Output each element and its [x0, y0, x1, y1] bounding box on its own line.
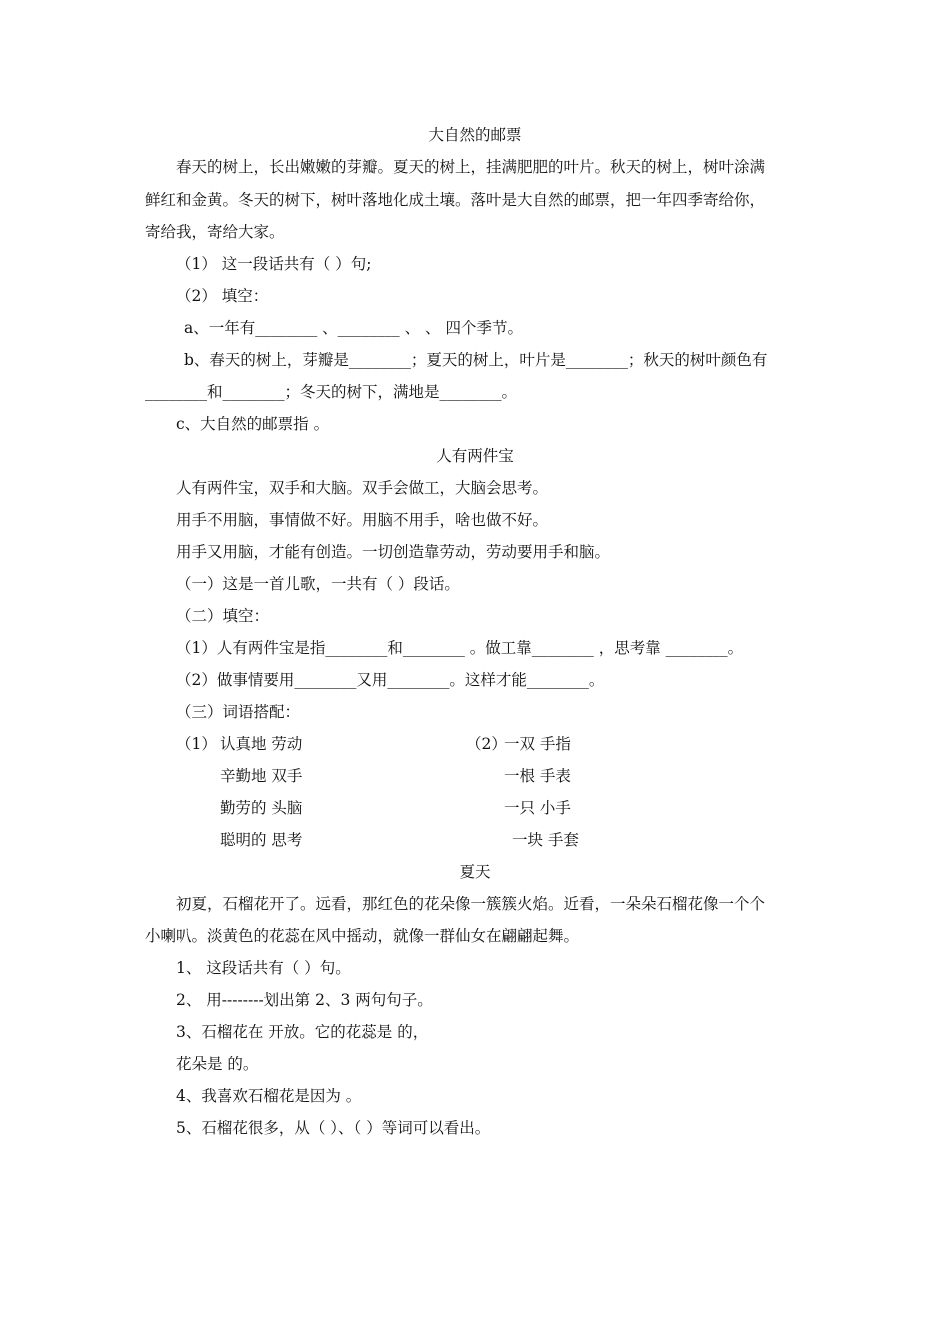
match-left-prefix: （1）: [176, 735, 217, 753]
match-left-item: 勤劳的 头脑: [220, 799, 303, 817]
match-right-item: 一只 小手: [504, 799, 571, 817]
section3-title: 夏天: [459, 863, 491, 881]
match-left-item: 认真地 劳动: [220, 735, 303, 753]
match-right-item: 一双 手指: [504, 735, 571, 753]
section3-question3-line1: 3、石榴花在 开放。它的花蕊是 的，: [176, 1023, 429, 1041]
section1-question-b-line1: b、春天的树上，芽瓣是________；夏天的树上，叶片是________；秋天的树叶颜色有: [184, 351, 768, 369]
match-right-item: 一块 手套: [512, 831, 579, 849]
section2-question3: （三）词语搭配：: [176, 703, 301, 721]
section2-poem-line3: 用手又用脑，才能有创造。一切创造靠劳动，劳动要用手和脑。: [176, 543, 611, 561]
section1-paragraph-line2: 鲜红和金黄。冬天的树下，树叶落地化成土壤。落叶是大自然的邮票，把一年四季寄给你，: [145, 191, 766, 209]
match-right-item: 一根 手表: [504, 767, 571, 785]
section1-question2: （2） 填空：: [176, 287, 269, 305]
section1-paragraph-line3: 寄给我，寄给大家。: [145, 223, 285, 241]
section3-question3-line2: 花朵是 的。: [176, 1055, 259, 1073]
match-left-item: 聪明的 思考: [220, 831, 303, 849]
section1-title: 大自然的邮票: [428, 126, 522, 144]
match-right-prefix: （2）: [466, 735, 507, 753]
section1-paragraph-line1: 春天的树上，长出嫩嫩的芽瓣。夏天的树上，挂满肥肥的叶片。秋天的树上，树叶涂满: [176, 158, 766, 176]
section2-poem-line2: 用手不用脑，事情做不好。用脑不用手，啥也做不好。: [176, 511, 549, 529]
section2-title: 人有两件宝: [436, 447, 514, 465]
section2-question2-2: （2）做事情要用________又用________。这样才能________。: [176, 671, 605, 689]
section3-question5: 5、石榴花很多，从（ ）、（ ）等词可以看出。: [176, 1119, 491, 1137]
section3-question2: 2、 用--------划出第 2、3 两句句子。: [176, 991, 433, 1009]
section3-paragraph-line1: 初夏，石榴花开了。远看，那红色的花朵像一簇簇火焰。近看，一朵朵石榴花像一个个: [176, 895, 766, 913]
section2-question1: （一）这是一首儿歌，一共有（ ）段话。: [176, 575, 460, 593]
section2-poem-line1: 人有两件宝，双手和大脑。双手会做工，大脑会思考。: [176, 479, 549, 497]
section3-paragraph-line2: 小喇叭。淡黄色的花蕊在风中摇动，就像一群仙女在翩翩起舞。: [145, 927, 580, 945]
section2-question2-1: （1）人有两件宝是指________和________ 。做工靠________ ，思考靠 ________。: [176, 639, 744, 657]
section1-question1: （1） 这一段话共有（ ）句;: [176, 255, 372, 273]
section3-question1: 1、 这段话共有（ ）句。: [176, 959, 351, 977]
match-left-item: 辛勤地 双手: [220, 767, 303, 785]
section1-question-a: a、一年有________ 、________ 、 、 四个季节。: [184, 319, 523, 337]
section1-question-c: c、大自然的邮票指 。: [176, 415, 330, 433]
section3-question4: 4、我喜欢石榴花是因为 。: [176, 1087, 362, 1105]
section1-question-b-line2: ________和________；冬天的树下，满地是________。: [145, 383, 518, 401]
section2-question2: （二）填空：: [176, 607, 270, 625]
